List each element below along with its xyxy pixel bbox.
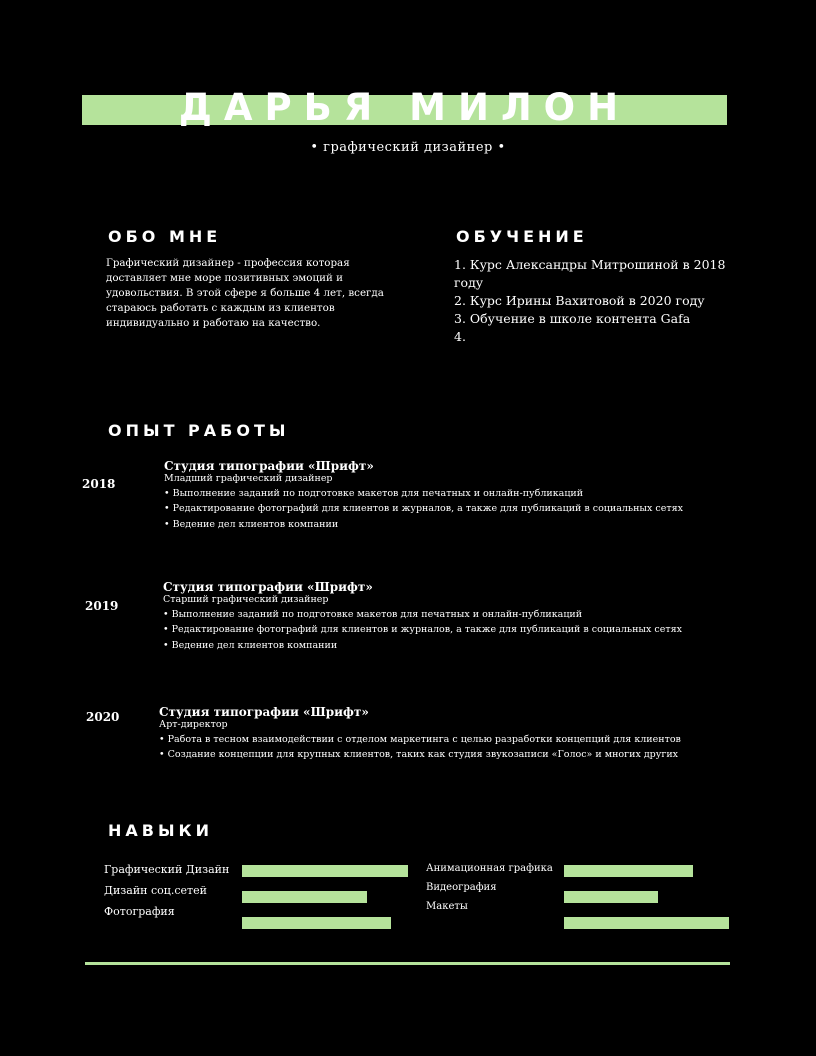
job-duty: • Редактирование фотографий для клиентов и журналов, а также для публикаций в социальных сетях [163, 624, 682, 636]
education-heading: ОБУЧЕНИЕ [456, 227, 588, 246]
skill-level-bar [564, 917, 729, 929]
skill-level-bar [242, 917, 391, 929]
bottom-divider [85, 962, 730, 965]
skill-level-bar [564, 865, 693, 877]
job-role: Младший графический дизайнер [164, 473, 333, 484]
job-year: 2019 [85, 599, 119, 613]
education-item: 3. Обучение в школе контента Gafa [454, 311, 691, 326]
job-entry [163, 580, 682, 653]
job-entry [164, 459, 683, 532]
job-role: Арт-директор [159, 719, 228, 730]
job-subtitle: • графический дизайнер • [310, 140, 506, 155]
job-duties [163, 607, 682, 653]
skills-heading: НАВЫКИ [108, 821, 214, 840]
education-item: 1. Курс Александры Митрошиной в 2018 году [454, 257, 726, 290]
skill-level-bar [564, 891, 658, 903]
job-duty: • Ведение дел клиентов компании [163, 639, 338, 651]
job-company: Студия типографии «Шрифт» [159, 705, 369, 719]
about-text: Графический дизайнер - профессия которая доставляет мне море позитивных эмоций и удовольствия. В этой сфере я больше 4 лет, всегда стараюсь работать с каждым из клиентов индивидуально и работаю на качество. [106, 257, 384, 329]
job-company: Студия типографии «Шрифт» [163, 580, 373, 594]
experience-heading: ОПЫТ РАБОТЫ [108, 421, 290, 440]
skill-label: Дизайн соц.сетей [104, 884, 207, 897]
job-duty: • Редактирование фотографий для клиентов и журналов, а также для публикаций в социальных сетях [164, 503, 683, 515]
skills-left-labels [104, 859, 229, 922]
job-company: Студия типографии «Шрифт» [164, 459, 374, 473]
job-year: 2020 [86, 710, 120, 724]
job-role: Старший графический дизайнер [163, 594, 329, 605]
skill-label: Фотография [104, 905, 175, 918]
education-list [454, 256, 734, 346]
job-year: 2018 [82, 477, 116, 491]
skill-level-bar [242, 865, 408, 877]
skill-level-bar [242, 891, 367, 903]
skills-right-labels [426, 859, 553, 916]
education-item: 2. Курс Ирины Вахитовой в 2020 году [454, 293, 705, 308]
job-duties [164, 486, 683, 532]
job-duty: • Ведение дел клиентов компании [164, 518, 339, 530]
job-duties [159, 732, 681, 763]
resume-name: ДАРЬЯ МИЛОН [178, 86, 631, 129]
skill-label: Анимационная графика [426, 863, 553, 874]
job-duty: • Выполнение заданий по подготовке макетов для печатных и онлайн-публикаций [164, 488, 584, 499]
skill-label: Макеты [426, 901, 468, 912]
skill-label: Графический Дизайн [104, 863, 230, 876]
job-duty: • Выполнение заданий по подготовке макетов для печатных и онлайн-публикаций [163, 609, 583, 620]
job-duty: • Работа в тесном взаимодействии с отделом маркетинга с целью разработки концепций для клиентов [159, 734, 681, 745]
about-heading: ОБО МНЕ [108, 227, 222, 246]
job-duty: • Создание концепции для крупных клиентов, таких как студия звукозаписи «Голос» и многих других [159, 749, 679, 761]
job-entry [159, 705, 681, 763]
education-item: 4. [454, 329, 466, 344]
skill-label: Видеография [426, 882, 497, 893]
